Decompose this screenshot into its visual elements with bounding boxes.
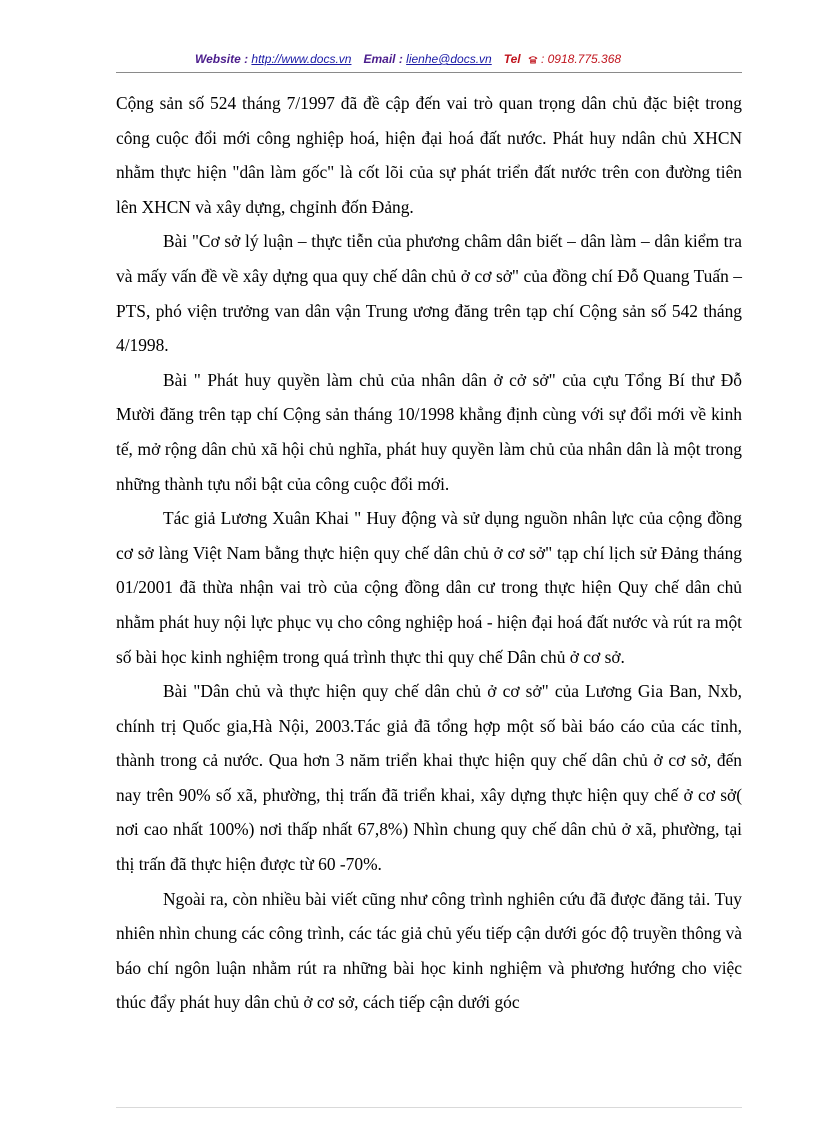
tel-value: : 0918.775.368 [540, 52, 622, 66]
header-divider [116, 72, 742, 73]
body-text [116, 86, 742, 1020]
website-label: Website : [194, 52, 252, 66]
footer-divider [116, 1107, 742, 1108]
email-label: Email : [363, 52, 407, 66]
paragraph: Bài "Cơ sở lý luận – thực tiễn của phương châm dân biết – dân làm – dân kiểm tra và mấy vấn đề về xây dựng qua quy chế dân chủ ở cơ sở" của đồng chí Đỗ Quang Tuấn – PTS, phó viện trưởng van dân vận Trung ương đăng trên tạp chí Cộng sản số 542 tháng 4/1998. [116, 231, 742, 356]
website-link[interactable]: http://www.docs.vn [251, 52, 352, 66]
paragraph: Bài "Dân chủ và thực hiện quy chế dân chủ ở cơ sở" của Lương Gia Ban, Nxb, chính trị Quốc gia,Hà Nội, 2003.Tác giả đã tổng hợp một số bài báo cáo của các tỉnh, thành trong cả nước. Qua hơn 3 năm triển khai thực hiện quy chế dân chủ ở cơ sở, đến nay trên 90% số xã, phường, thị trấn đã triển khai, xây dựng thực hiện quy chế ở cơ sở( nơi cao nhất 100%) nơi thấp nhất 67,8%) Nhìn chung quy chế dân chủ ở xã, phường, tại thị trấn đã thực hiện được từ 60 -70%. [116, 681, 742, 875]
paragraph: Cộng sản số 524 tháng 7/1997 đã đề cập đến vai trò quan trọng dân chủ đặc biệt trong công cuộc đổi mới công nghiệp hoá, hiện đại hoá đất nước. Phát huy ndân chủ XHCN nhằm thực hiện "dân làm gốc" là cốt lõi của sự phát triển đất nước trên con đường tiên lên XHCN và xây dựng, chgỉnh đốn Đảng. [116, 93, 742, 217]
email-link[interactable]: lienhe@docs.vn [406, 52, 492, 66]
page-header [0, 49, 816, 69]
paragraph: Bài " Phát huy quyền làm chủ của nhân dân ở cở sở" của cựu Tổng Bí thư Đỗ Mười đăng trên tạp chí Cộng sản tháng 10/1998 khẳng định cùng với sự đổi mới về kinh tế, mở rộng dân chủ xã hội chủ nghĩa, phát huy quyền làm chủ của nhân dân là một trong những thành tựu nổi bật của công cuộc đổi mới. [116, 369, 742, 494]
paragraph: Tác giả Lương Xuân Khai " Huy động và sử dụng nguồn nhân lực của cộng đồng cơ sở làng Việt Nam bằng thực hiện quy chế dân chủ ở cơ sở" tạp chí lịch sử Đảng tháng 01/2001 đã thừa nhận vai trò của cộng đồng dân cư trong thực hiện Quy chế dân chủ nhằm phát huy nội lực phục vụ cho công nghiệp hoá - hiện đại hoá đất nước và rút ra một số bài học kinh nghiệm trong quá trình thực thi quy chế Dân chủ ở cơ sở. [116, 508, 742, 667]
tel-label: Tel [503, 52, 524, 66]
telephone-icon [528, 55, 538, 64]
paragraph: Ngoài ra, còn nhiều bài viết cũng như công trình nghiên cứu đã được đăng tải. Tuy nhiên nhìn chung các công trình, các tác giả chủ yếu tiếp cận dưới góc độ truyền thông và báo chí ngôn luận nhằm rút ra những bài học kinh nghiệm và phương hướng cho việc thúc đẩy phát huy dân chủ ở cơ sở, cách tiếp cận dưới góc [116, 888, 742, 1013]
